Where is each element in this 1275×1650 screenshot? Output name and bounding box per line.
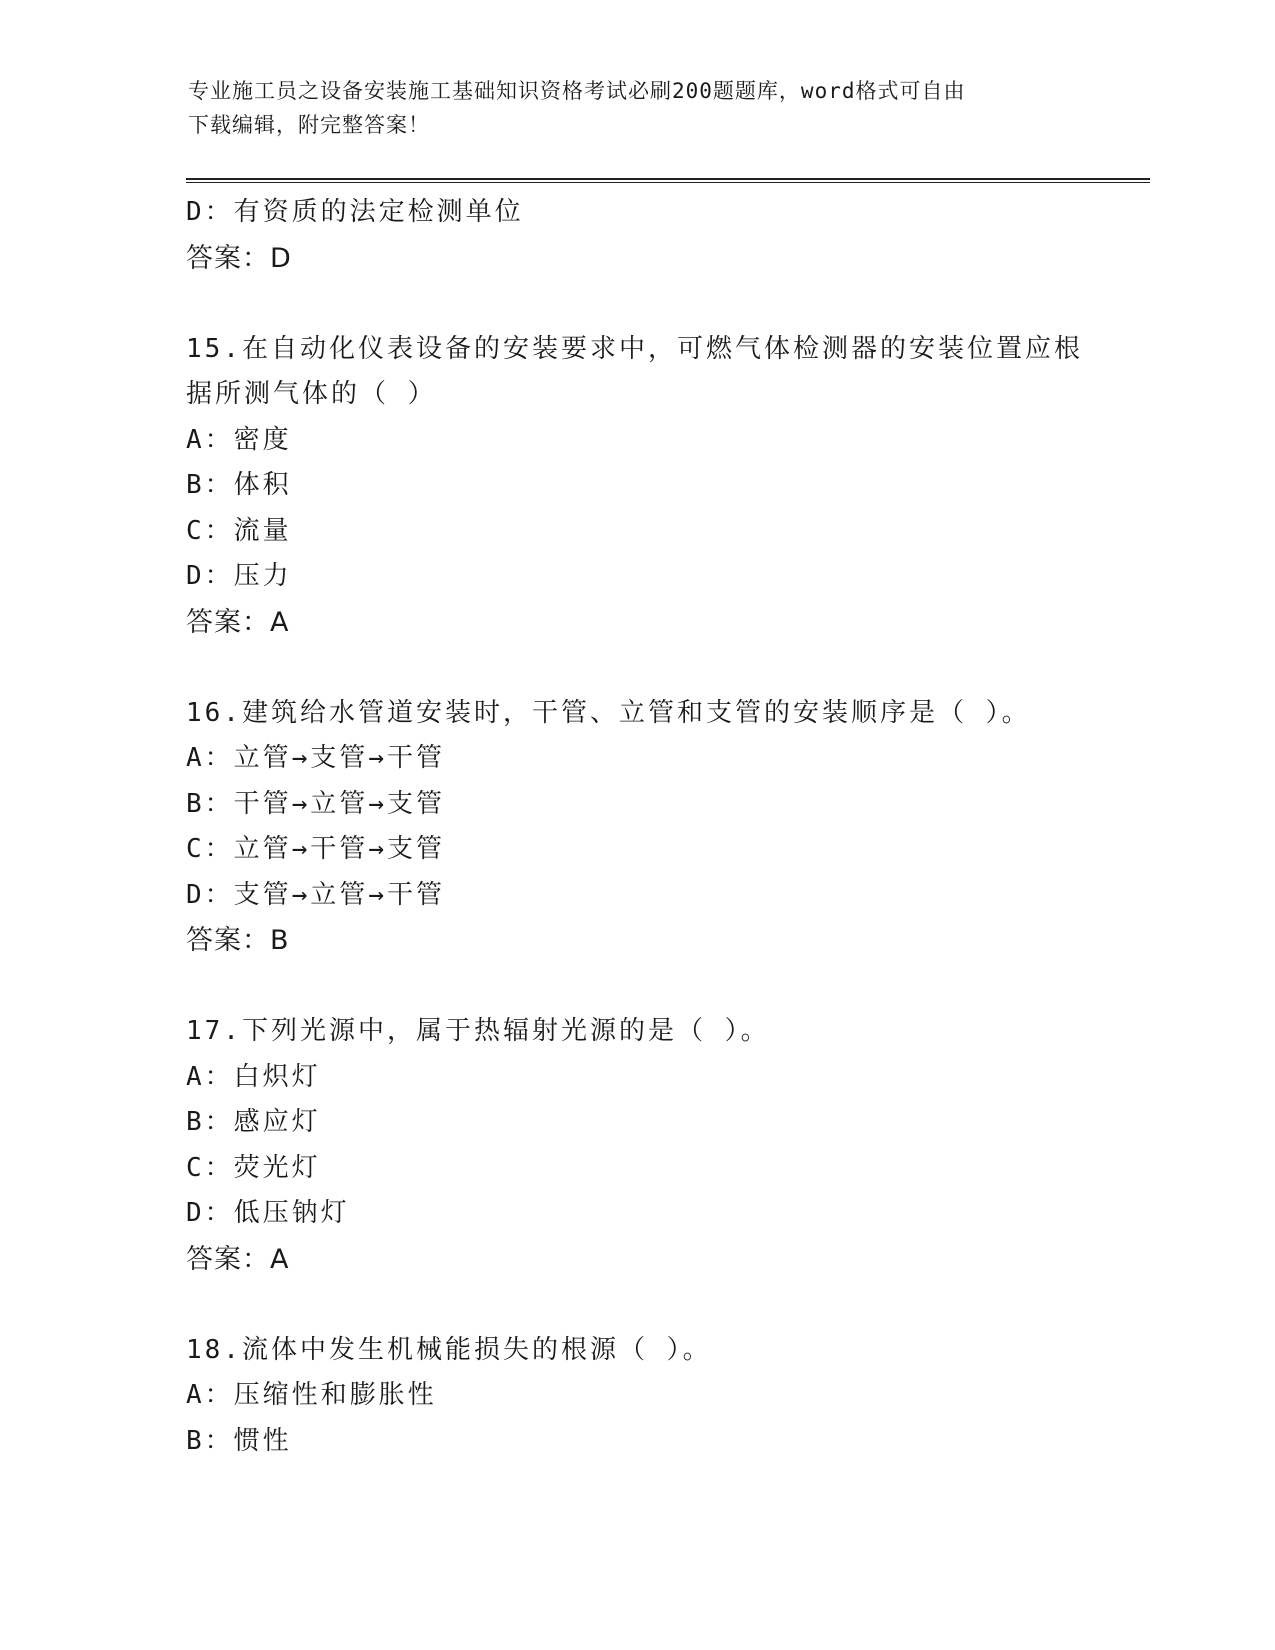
header-line-1: 专业施工员之设备安装施工基础知识资格考试必刷200题题库，word格式可自由 xyxy=(188,79,966,103)
q17-stem: 17.下列光源中，属于热辐射光源的是（ ）。 xyxy=(186,1016,770,1046)
q15-option-d: D：压力 xyxy=(186,561,292,591)
q15-answer: 答案：A xyxy=(186,606,290,638)
q15-option-b: B：体积 xyxy=(186,470,292,500)
spacer xyxy=(186,1282,1086,1328)
q18-option-b: B：惯性 xyxy=(186,1425,292,1456)
q14-option-d: D：有资质的法定检测单位 xyxy=(186,197,524,227)
spacer xyxy=(186,645,1086,691)
spacer xyxy=(186,281,1086,327)
q15-option-c: C：流量 xyxy=(186,515,292,546)
q16-answer: 答案：B xyxy=(186,925,290,956)
q18-stem: 18.流体中发生机械能损失的根源（ ）。 xyxy=(186,1334,712,1365)
q17-option-c: C：荧光灯 xyxy=(186,1152,321,1183)
q17-option-a: A：白炽灯 xyxy=(186,1061,321,1092)
q16-option-d: D：支管→立管→干管 xyxy=(186,879,445,910)
q16-option-c: C：立管→干管→支管 xyxy=(186,834,445,864)
q15-stem-line-2: 据所测气体的（ ） xyxy=(186,379,437,409)
q17-answer: 答案：A xyxy=(186,1243,290,1275)
document-header xyxy=(188,74,1088,142)
q16-option-b: B：干管→立管→支管 xyxy=(186,788,445,819)
q15-stem-line-1: 15.在自动化仪表设备的安装要求中，可燃气体检测器的安装位置应根 xyxy=(186,333,1083,364)
question-list xyxy=(186,190,1086,1464)
q17-option-b: B：感应灯 xyxy=(186,1107,321,1137)
q15-option-a: A：密度 xyxy=(186,424,292,455)
q14-answer: 答案：D xyxy=(186,242,292,274)
q17-option-d: D：低压钠灯 xyxy=(186,1198,350,1228)
header-divider xyxy=(186,178,1150,183)
spacer xyxy=(186,964,1086,1010)
header-line-2: 下载编辑，附完整答案！ xyxy=(188,113,430,137)
q16-stem: 16.建筑给水管道安装时，干管、立管和支管的安装顺序是（ ）。 xyxy=(186,697,1031,728)
q18-option-a: A：压缩性和膨胀性 xyxy=(186,1380,437,1410)
q16-option-a: A：立管→支管→干管 xyxy=(186,743,445,773)
